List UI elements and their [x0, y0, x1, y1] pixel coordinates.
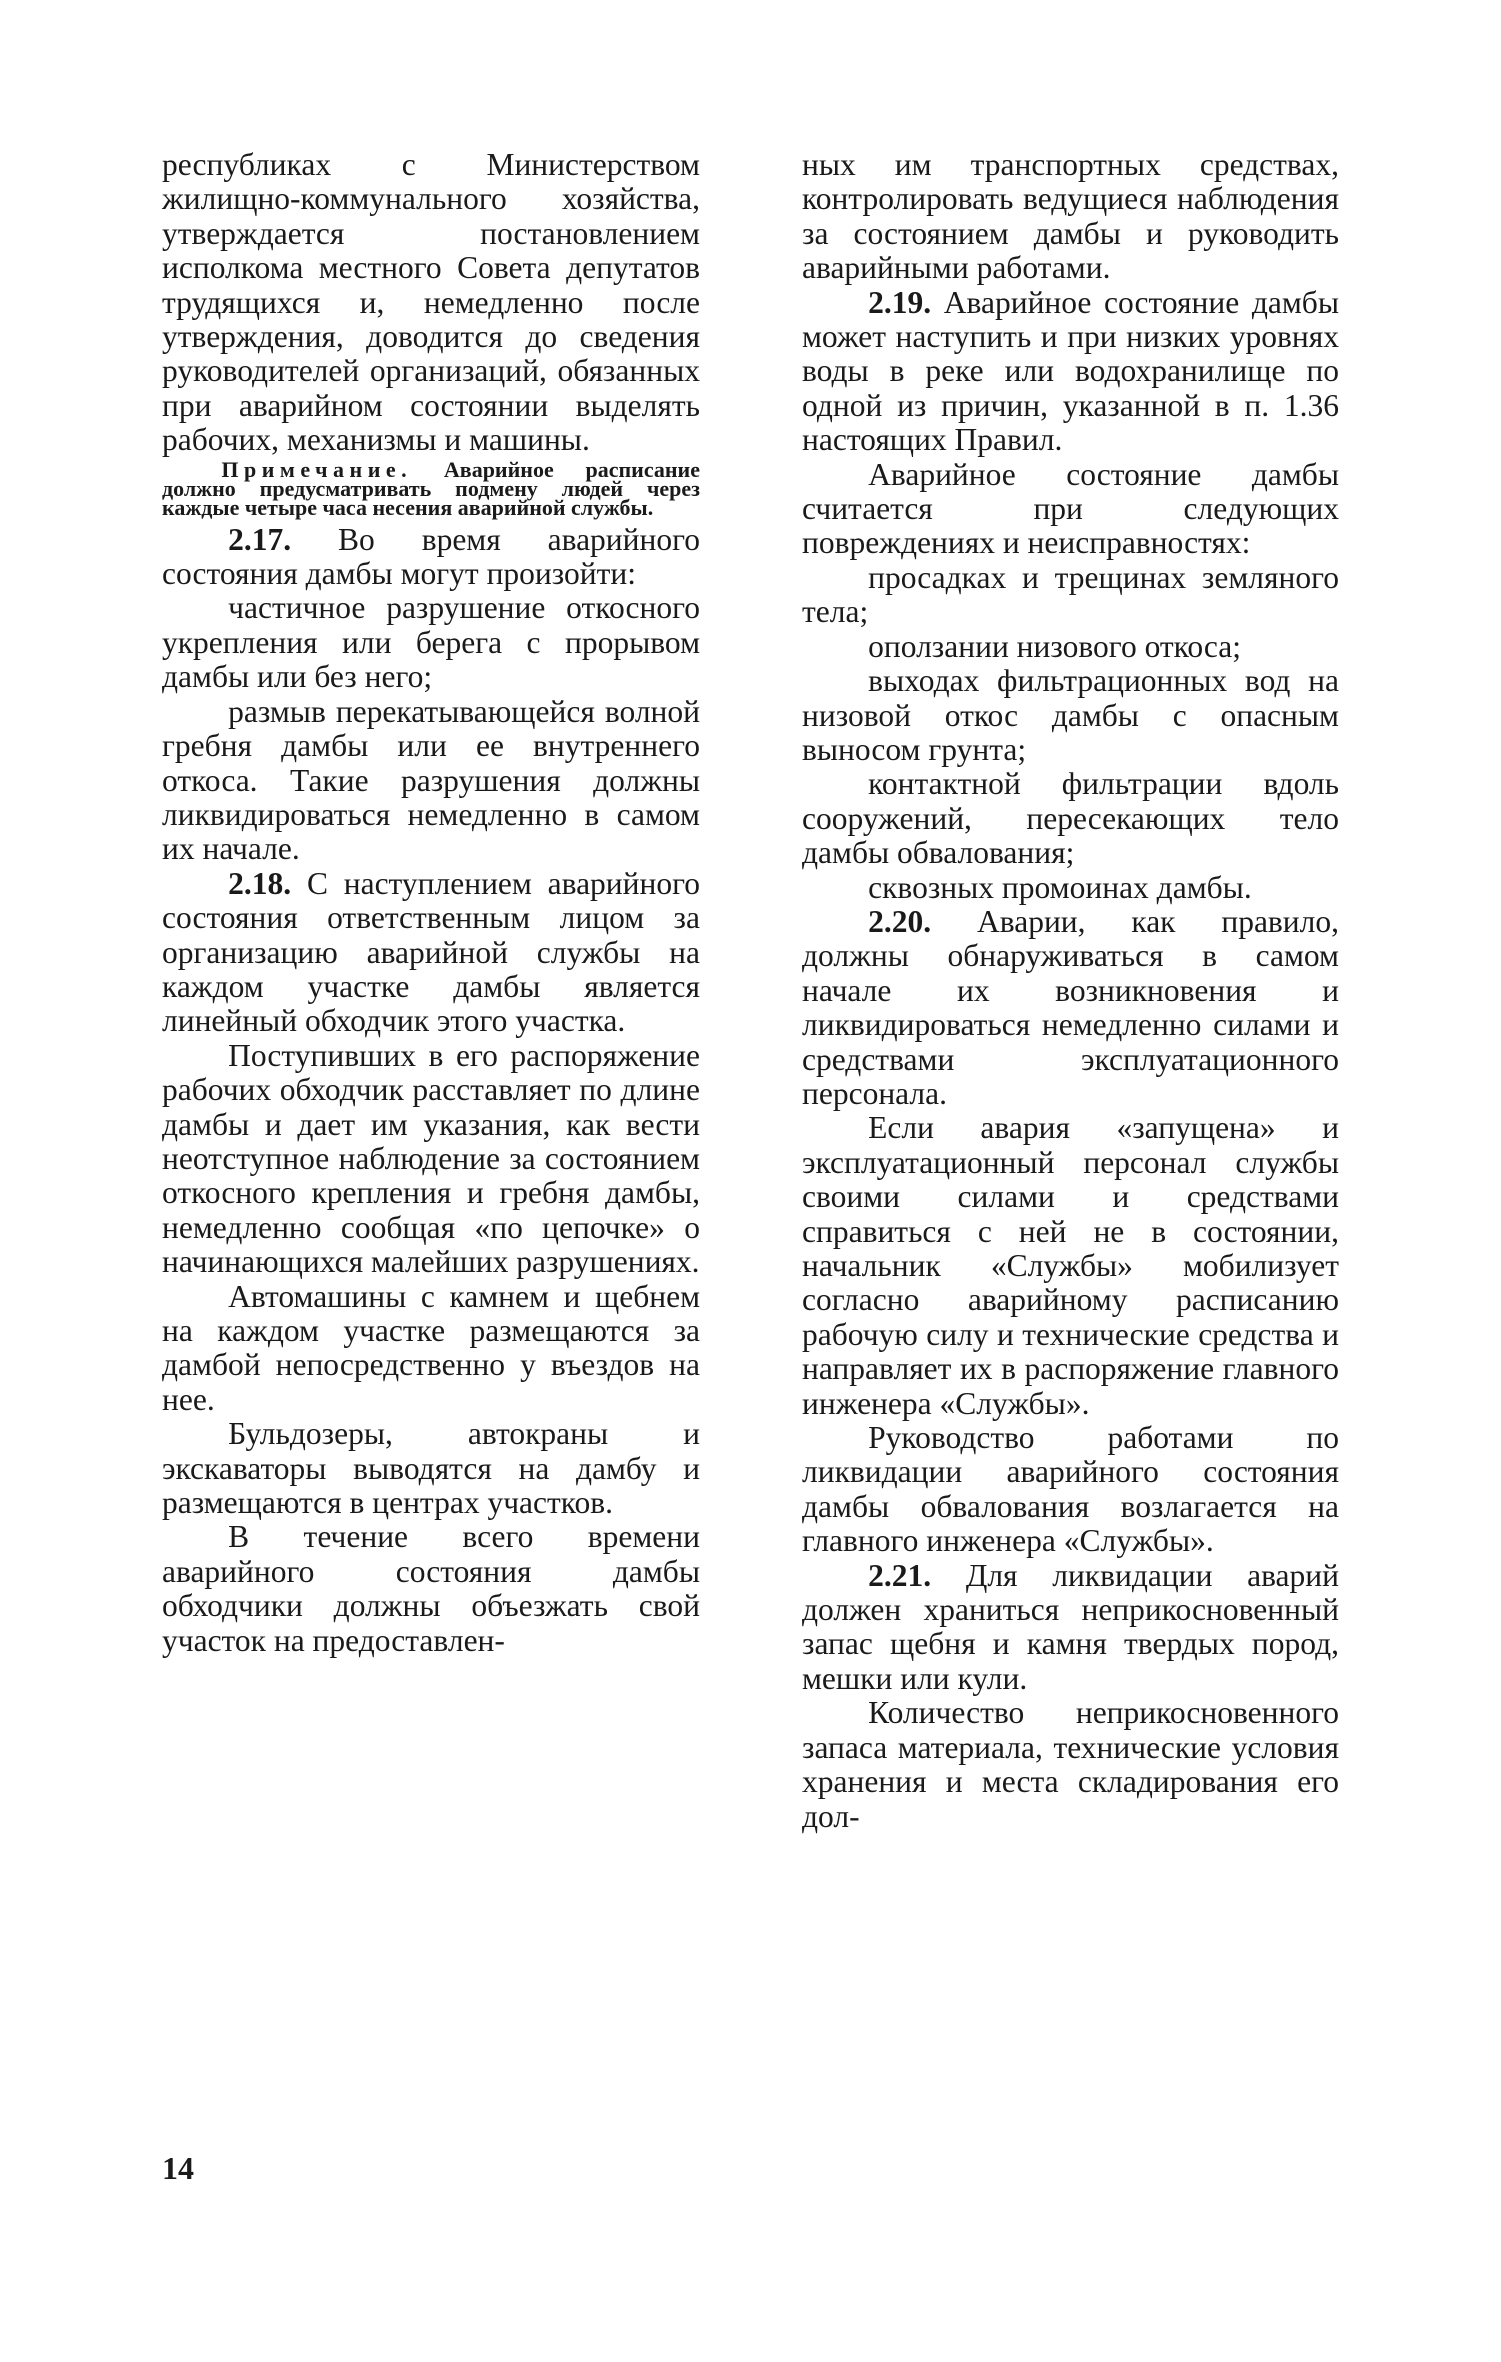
- paragraph-damage-intro: Аварийное состояние дамбы считается при следующих повреждениях и неисправностях:: [802, 456, 1339, 561]
- section-2-21: [802, 1559, 1339, 1697]
- paragraph-neglected: Если авария «запущена» и эксплуатационный персонал службы своими силами и средствами справиться с ней не в состоянии, начальник «Службы» мобилизует согласно аварийному расписанию рабочую силу и технические средства и направляет их в распоряжение главного инженера «Службы».: [802, 1110, 1339, 1421]
- section-text: Во время аварийного состояния дамбы могут произойти:: [162, 521, 701, 592]
- paragraph-workers: Поступивших в его распоряжение рабочих обходчик расставляет по длине дамбы и дает им указания, как вести неотступное наблюдение за состоянием откосного крепления и гребня дамбы, немедленно сообщая «по цепочке» о начинающихся малейших разрушениях.: [162, 1037, 700, 1280]
- section-2-20: [802, 905, 1339, 1111]
- list-item-partial-destruction: частичное разрушение откосного укрепления или берега с прорывом дамбы или без него;: [162, 590, 700, 695]
- note-text: Аварийное расписание должно предусматривать подмену людей через каждые четыре часа несения аварийной службы.: [162, 456, 700, 520]
- section-2-18: [162, 867, 700, 1039]
- note: [162, 456, 700, 520]
- paragraph-management: Руководство работами по ликвидации аварийного состояния дамбы обвалования возлагается на главного инженера «Службы».: [802, 1420, 1339, 1559]
- paragraph-intro: республиках с Министерством жилищно-коммунального хозяйства, утверждается постановлением исполкома местного Совета депутатов трудящихся и, немедленно после утверждения, доводится до сведения руководителей организаций, обязанных при аварийном состоянии выделять рабочих, механизмы и машины.: [162, 147, 700, 458]
- section-number: 2.18.: [228, 865, 292, 901]
- list-item-washout: размыв перекатывающейся волной гребня дамбы или ее внутреннего откоса. Такие разрушения должны ликвидироваться немедленно в самом их начале.: [162, 693, 700, 867]
- section-number: 2.19.: [868, 284, 932, 320]
- list-item-landslide: оползании низового откоса;: [868, 628, 1242, 664]
- paragraph-continuation: ных им транспортных средствах, контролировать ведущиеся наблюдения за состоянием дамбы и руководить аварийными работами.: [802, 147, 1339, 286]
- section-text: Аварии, как правило, должны обнаруживаться в самом начале их возникновения и ликвидироваться немедленно силами и средствами эксплуатационного персонала.: [802, 903, 1340, 1111]
- note-label: Примечание.: [221, 456, 413, 482]
- paragraph-bulldozers: Бульдозеры, автокраны и экскаваторы выводятся на дамбу и размещаются в центрах участков.: [162, 1416, 700, 1521]
- section-number: 2.21.: [868, 1557, 932, 1593]
- list-item-contact-filtration: контактной фильтрации вдоль сооружений, пересекающих тело дамбы обвалования;: [802, 766, 1339, 871]
- left-column: [162, 148, 700, 1658]
- section-2-19: [802, 286, 1339, 458]
- list-item-seepage: выходах фильтрационных вод на низовой откос дамбы с опасным выносом грунта;: [802, 663, 1339, 767]
- paragraph-quantity: Количество неприкосновенного запаса материала, технические условия хранения и места складирования его дол-: [802, 1695, 1339, 1834]
- section-number: 2.17.: [228, 521, 292, 557]
- section-text: Аварийное состояние дамбы может наступить и при низких уровнях воды в реке или водохранилище по одной из причин, указанной в п. 1.36 настоящих Правил.: [802, 284, 1339, 458]
- section-2-17: [162, 523, 700, 592]
- page-number: 14: [162, 2150, 194, 2186]
- paragraph-trucks: Автомашины с камнем и щебнем на каждом участке размещаются за дамбой непосредственно у въездов на нее.: [162, 1278, 700, 1417]
- section-text: С наступлением аварийного состояния ответственным лицом за организацию аварийной службы на каждом участке дамбы является линейный обходчик этого участка.: [162, 865, 701, 1039]
- section-number: 2.20.: [868, 903, 932, 939]
- section-text: Для ликвидации аварий должен храниться неприкосновенный запас щебня и камня твердых пород, мешки или кули.: [802, 1557, 1340, 1696]
- paragraph-patrol: В течение всего времени аварийного состояния дамбы обходчики должны объезжать свой участок на предоставлен-: [162, 1519, 700, 1658]
- list-item-through-washouts: сквозных промоинах дамбы.: [868, 869, 1252, 905]
- list-item-subsidence: просадках и трещинах земляного тела;: [802, 559, 1339, 630]
- right-column: [802, 148, 1339, 1834]
